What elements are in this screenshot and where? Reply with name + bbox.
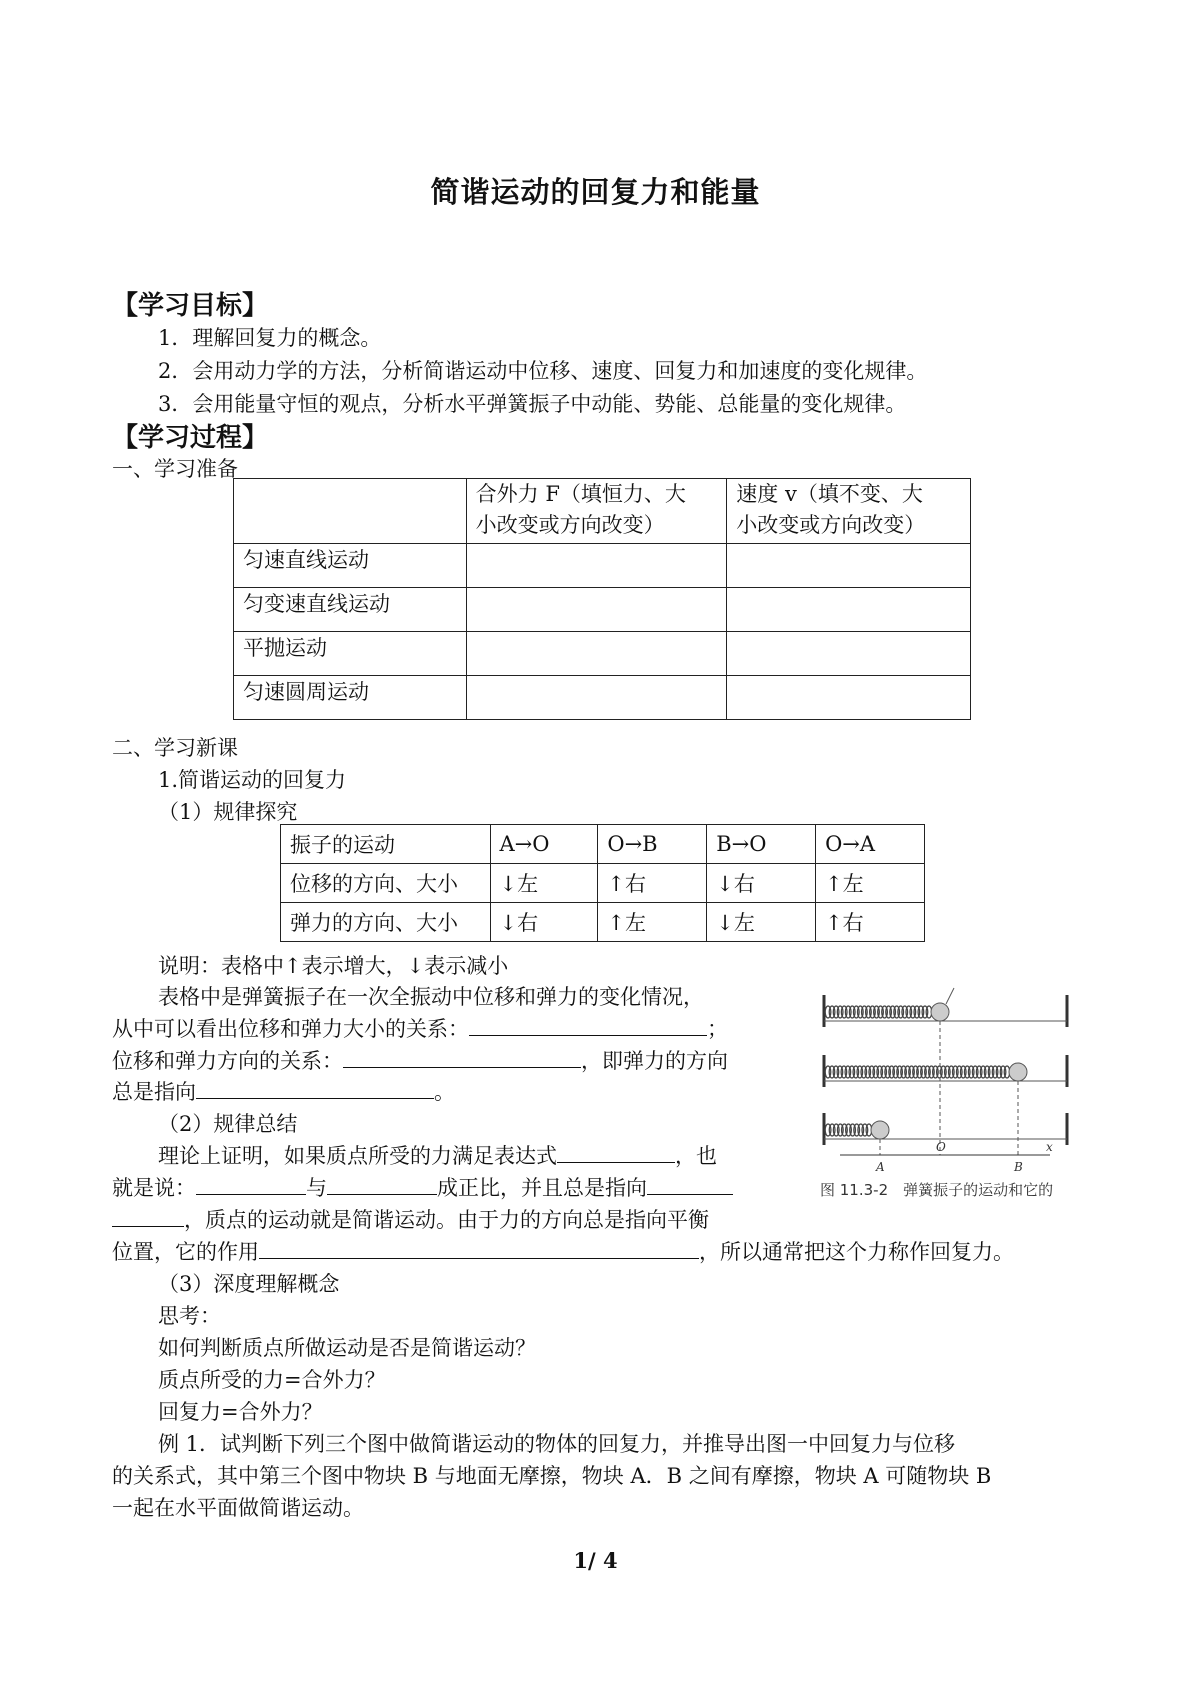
question-1: 如何判断质点所做运动是否是简谐运动？	[158, 1336, 536, 1360]
spring-oscillator-figure	[820, 985, 1075, 1200]
prep-table-row-label: 匀速直线运动	[234, 544, 467, 588]
label-O: O	[936, 1140, 946, 1154]
para2-line3: ，质点的运动就是简谐运动。由于力的方向总是指向平衡	[112, 1204, 709, 1234]
motion-table-cell: ↑左	[598, 903, 707, 942]
ball-at-B	[1009, 1063, 1027, 1081]
prep-table-cell[interactable]	[727, 544, 971, 588]
motion-table-cell: ↓右	[707, 864, 816, 903]
blank-field[interactable]	[343, 1047, 581, 1068]
goal-item-2: 2．会用动力学的方法，分析简谐运动中位移、速度、回复力和加速度的变化规律。	[158, 359, 928, 383]
table-note: 说明：表格中↑表示增大，↓表示减小	[158, 954, 509, 978]
blank-field[interactable]	[196, 1078, 434, 1099]
blank-field[interactable]	[647, 1174, 733, 1195]
prep-table-header-velocity: 速度 v（填不变、大 小改变或方向改变）	[727, 479, 971, 544]
motion-table-cell: ↓左	[707, 903, 816, 942]
blank-field[interactable]	[112, 1206, 184, 1227]
sub1a-heading: （1）规律探究	[158, 800, 298, 824]
question-3: 回复力=合外力？	[158, 1400, 323, 1424]
prep-table-cell[interactable]	[727, 632, 971, 676]
page-number: 1/ 4	[573, 1548, 618, 1573]
prep-table-row-label: 平抛运动	[234, 632, 467, 676]
blank-field[interactable]	[557, 1142, 675, 1163]
label-x: x	[1046, 1140, 1053, 1154]
prep-table-row-label: 匀变速直线运动	[234, 588, 467, 632]
goal-item-1: 1．理解回复力的概念。	[158, 326, 382, 350]
motion-table-cell: ↓左	[490, 864, 598, 903]
motion-table-cell: ↑右	[816, 903, 925, 942]
spring-diagram	[820, 985, 1075, 1175]
part2-heading: 二、学习新课	[112, 736, 238, 760]
blank-field[interactable]	[469, 1015, 707, 1036]
para2-line2: 就是说： 与 成正比，并且总是指向	[112, 1172, 733, 1202]
prep-table	[233, 478, 971, 720]
para1-line2: 从中可以看出位移和弹力大小的关系： ；	[112, 1017, 728, 1041]
prep-table-cell[interactable]	[466, 588, 727, 632]
prep-table-header-force: 合外力 F（填恒力、大 小改变或方向改变）	[466, 479, 727, 544]
prep-table-corner	[234, 479, 467, 544]
blank-field[interactable]	[259, 1238, 699, 1259]
question-2: 质点所受的力=合外力？	[158, 1368, 386, 1392]
sub1-heading: 1.简谐运动的回复力	[158, 768, 347, 792]
example-line3: 一起在水平面做简谐运动。	[112, 1496, 364, 1520]
goals-heading: 【学习目标】	[112, 291, 269, 321]
prep-table-cell[interactable]	[466, 676, 727, 720]
prep-table-cell[interactable]	[466, 544, 727, 588]
para1-line3: 位移和弹力方向的关系： ，即弹力的方向	[112, 1049, 728, 1073]
label-A: A	[876, 1160, 885, 1174]
ball-at-A	[871, 1121, 889, 1139]
motion-table-cell: O→B	[598, 825, 707, 864]
example-line2: 的关系式，其中第三个图中物块 B 与地面无摩擦，物块 A．B 之间有摩擦，物块 A 可随物块 B	[112, 1464, 992, 1488]
sub1b-heading: （2）规律总结	[158, 1112, 298, 1136]
process-heading: 【学习过程】	[112, 423, 269, 453]
motion-table-cell: ↑右	[598, 864, 707, 903]
motion-table-cell: O→A	[816, 825, 925, 864]
figure-caption: 图 11.3-2 弹簧振子的运动和它的	[820, 1181, 1054, 1199]
sub1c-heading: （3）深度理解概念	[158, 1272, 340, 1296]
part1-heading: 一、学习准备	[112, 457, 238, 481]
motion-table-cell: A→O	[490, 825, 598, 864]
prep-table-cell[interactable]	[727, 676, 971, 720]
prep-table-cell[interactable]	[466, 632, 727, 676]
motion-table	[280, 824, 925, 942]
blank-field[interactable]	[196, 1174, 306, 1195]
ball-at-O	[931, 1003, 949, 1021]
motion-table-cell: 弹力的方向、大小	[281, 903, 491, 942]
para1-line1: 表格中是弹簧振子在一次全振动中位移和弹力的变化情况，	[158, 985, 704, 1009]
para1-line4: 总是指向 。	[112, 1080, 455, 1104]
think-label: 思考：	[158, 1304, 221, 1328]
example-line1: 例 1．试判断下列三个图中做简谐运动的物体的回复力，并推导出图一中回复力与位移	[158, 1432, 956, 1456]
para2-line1: 理论上证明，如果质点所受的力满足表达式 ，也	[158, 1144, 717, 1168]
para2-line4: 位置，它的作用 ，所以通常把这个力称作回复力。	[112, 1240, 1014, 1264]
prep-table-cell[interactable]	[727, 588, 971, 632]
label-B: B	[1014, 1160, 1023, 1174]
motion-table-cell: 振子的运动	[281, 825, 491, 864]
motion-table-cell: ↓右	[490, 903, 598, 942]
blank-field[interactable]	[327, 1174, 437, 1195]
motion-table-cell: B→O	[707, 825, 816, 864]
motion-table-cell: 位移的方向、大小	[281, 864, 491, 903]
motion-table-cell: ↑左	[816, 864, 925, 903]
prep-table-row-label: 匀速圆周运动	[234, 676, 467, 720]
page-title: 简谐运动的回复力和能量	[430, 175, 761, 209]
goal-item-3: 3．会用能量守恒的观点，分析水平弹簧振子中动能、势能、总能量的变化规律。	[158, 392, 907, 416]
